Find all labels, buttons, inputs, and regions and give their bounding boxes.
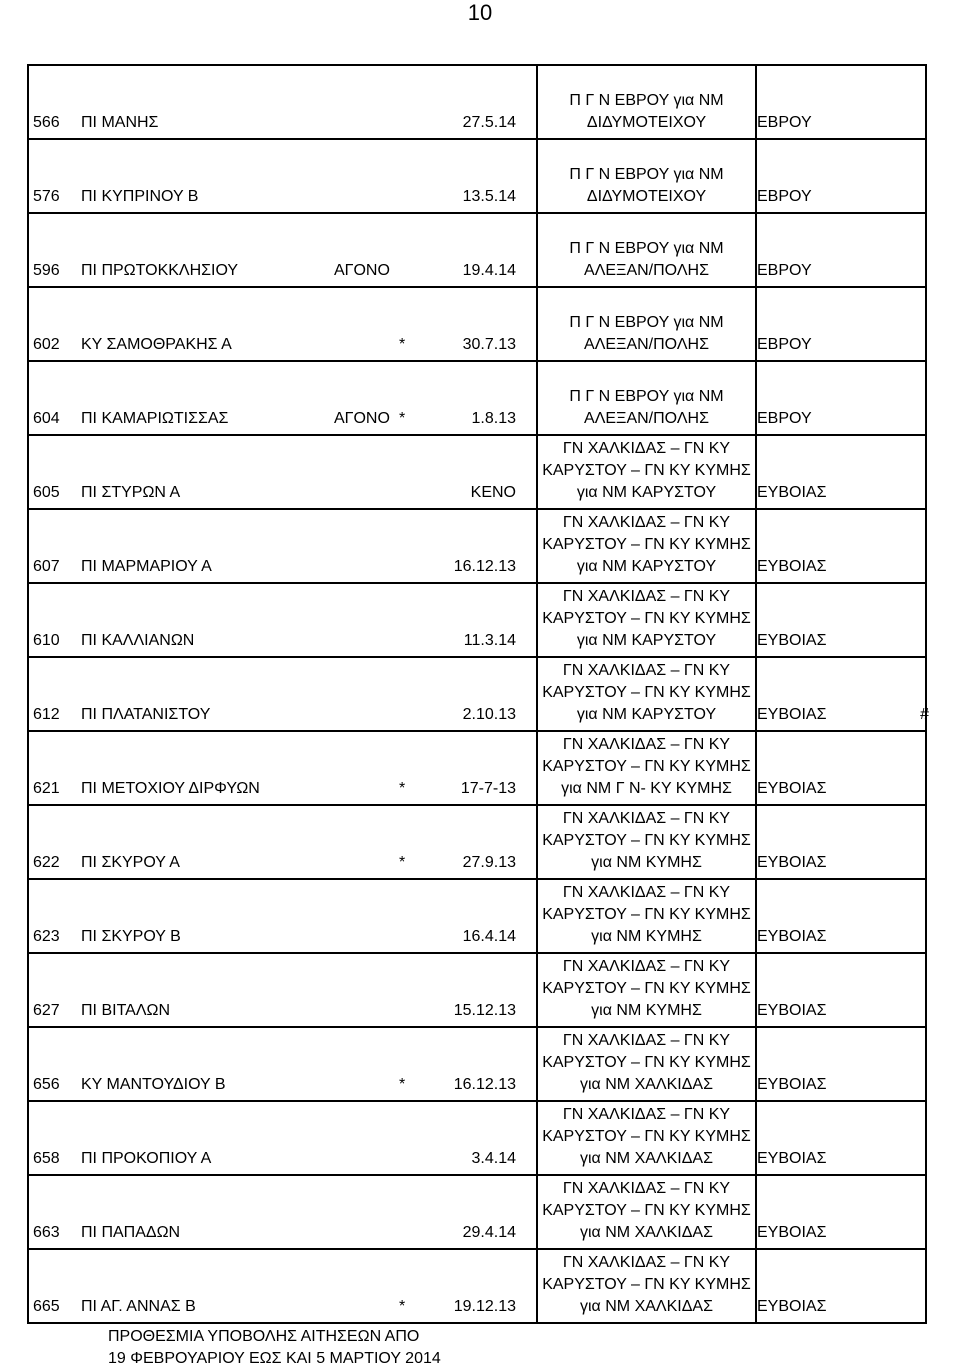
table-row	[28, 65, 926, 139]
position-number: 607	[33, 558, 60, 575]
table-row	[28, 361, 926, 435]
position-cell	[28, 65, 537, 139]
position-cell	[28, 805, 537, 879]
position-name: ΠΙ ΜΑΝΗΣ	[81, 114, 159, 131]
destination-line: ΓΝ ΧΑΛΚΙΔΑΣ – ΓΝ ΚΥ	[562, 884, 731, 901]
position-name: ΚΥ ΜΑΝΤΟΥΔΙΟΥ Β	[81, 1076, 226, 1093]
destination-line: για ΝΜ ΚΑΡΥΣΤΟΥ	[576, 558, 717, 575]
position-number: 604	[33, 410, 60, 427]
position-date: 3.4.14	[471, 1150, 516, 1167]
position-number: 576	[33, 188, 60, 205]
position-name: ΠΙ ΑΓ. ΑΝΝΑΣ Β	[81, 1298, 196, 1315]
position-date: 29.4.14	[462, 1224, 516, 1241]
destination-line: για ΝΜ ΚΥΜΗΣ	[591, 928, 702, 945]
region-name: ΕΥΒΟΙΑΣ	[757, 706, 827, 723]
positions-table-body	[28, 65, 929, 1323]
destination-line: για ΝΜ Γ Ν- ΚΥ ΚΥΜΗΣ	[561, 780, 732, 797]
destination-line: ΓΝ ΧΑΛΚΙΔΑΣ – ΓΝ ΚΥ	[562, 1254, 731, 1271]
position-name: ΠΙ ΠΑΠΑΔΩΝ	[81, 1224, 181, 1241]
position-date: 19.4.14	[462, 262, 516, 279]
row-mark: #	[920, 706, 929, 723]
region-cell	[756, 435, 926, 509]
destination-cell	[537, 435, 756, 509]
position-number: 566	[33, 114, 60, 131]
position-status: ΑΓΟΝΟ	[334, 410, 390, 427]
destination-cell	[537, 953, 756, 1027]
position-name: ΠΙ ΠΛΑΤΑΝΙΣΤΟΥ	[81, 706, 211, 723]
destination-line: ΓΝ ΧΑΛΚΙΔΑΣ – ΓΝ ΚΥ	[562, 1180, 731, 1197]
position-cell	[28, 731, 537, 805]
region-cell	[756, 1027, 926, 1101]
position-number: 665	[33, 1298, 60, 1315]
position-name: ΠΙ ΣΚΥΡΟΥ Β	[81, 928, 181, 945]
position-cell	[28, 509, 537, 583]
destination-line: ΓΝ ΧΑΛΚΙΔΑΣ – ΓΝ ΚΥ	[562, 810, 731, 827]
region-cell	[756, 657, 929, 731]
destination-line: ΚΑΡΥΣΤΟΥ – ΓΝ ΚΥ ΚΥΜΗΣ	[542, 906, 751, 923]
position-number: 602	[33, 336, 60, 353]
destination-line: ΔΙΔΥΜΟΤΕΙΧΟΥ	[586, 114, 707, 131]
position-star-marker: *	[399, 780, 406, 797]
position-number: 612	[33, 706, 60, 723]
table-row	[28, 1101, 926, 1175]
position-name: ΠΙ ΜΑΡΜΑΡΙΟΥ Α	[81, 558, 212, 575]
position-date: 27.9.13	[462, 854, 516, 871]
page-number: 10	[467, 0, 493, 25]
destination-cell	[537, 509, 756, 583]
position-date: 16.12.13	[453, 1076, 516, 1093]
destination-line: για ΝΜ ΚΥΜΗΣ	[591, 1002, 702, 1019]
position-number: 623	[33, 928, 60, 945]
position-number: 658	[33, 1150, 60, 1167]
region-cell	[756, 139, 926, 213]
destination-cell	[537, 1027, 756, 1101]
position-date: 19.12.13	[453, 1298, 516, 1315]
region-cell	[756, 509, 926, 583]
region-name: ΕΥΒΟΙΑΣ	[757, 928, 827, 945]
position-cell	[28, 287, 537, 361]
region-name: ΕΒΡΟΥ	[757, 410, 812, 427]
destination-line: Π Γ Ν ΕΒΡΟΥ για ΝΜ	[569, 166, 724, 183]
table-row	[28, 509, 926, 583]
position-cell	[28, 361, 537, 435]
destination-line: ΚΑΡΥΣΤΟΥ – ΓΝ ΚΥ ΚΥΜΗΣ	[542, 758, 751, 775]
position-date: 16.4.14	[462, 928, 516, 945]
destination-line: ΓΝ ΧΑΛΚΙΔΑΣ – ΓΝ ΚΥ	[562, 1032, 731, 1049]
position-number: 621	[33, 780, 60, 797]
region-name: ΕΒΡΟΥ	[757, 188, 812, 205]
position-cell	[28, 953, 537, 1027]
table-row	[28, 287, 926, 361]
position-date: 2.10.13	[462, 706, 516, 723]
position-name: ΠΙ ΠΡΟΚΟΠΙΟΥ Α	[81, 1150, 212, 1167]
position-date: 16.12.13	[453, 558, 516, 575]
destination-line: ΓΝ ΧΑΛΚΙΔΑΣ – ΓΝ ΚΥ	[562, 514, 731, 531]
region-name: ΕΥΒΟΙΑΣ	[757, 854, 827, 871]
position-name: ΠΙ ΠΡΩΤΟΚΚΛΗΣΙΟΥ	[81, 262, 239, 279]
region-cell	[756, 1249, 926, 1323]
destination-cell	[537, 1249, 756, 1323]
position-name: ΠΙ ΚΥΠΡΙΝΟΥ Β	[81, 188, 199, 205]
region-name: ΕΥΒΟΙΑΣ	[757, 1076, 827, 1093]
destination-line: Π Γ Ν ΕΒΡΟΥ για ΝΜ	[569, 92, 724, 109]
region-cell	[756, 213, 926, 287]
destination-line: Π Γ Ν ΕΒΡΟΥ για ΝΜ	[569, 388, 724, 405]
position-cell	[28, 657, 537, 731]
destination-line: ΑΛΕΞΑΝ/ΠΟΛΗΣ	[584, 336, 709, 353]
position-date: 11.3.14	[463, 632, 516, 649]
destination-line: ΚΑΡΥΣΤΟΥ – ΓΝ ΚΥ ΚΥΜΗΣ	[542, 1276, 751, 1293]
table-row	[28, 953, 926, 1027]
position-number: 663	[33, 1224, 60, 1241]
table-row	[28, 583, 926, 657]
position-name: ΚΥ ΣΑΜΟΘΡΑΚΗΣ Α	[81, 336, 232, 353]
position-date: 30.7.13	[462, 336, 516, 353]
position-date: 15.12.13	[453, 1002, 516, 1019]
position-cell	[28, 435, 537, 509]
destination-cell	[537, 139, 756, 213]
position-star-marker: *	[399, 1076, 406, 1093]
position-cell	[28, 1101, 537, 1175]
destination-line: ΔΙΔΥΜΟΤΕΙΧΟΥ	[586, 188, 707, 205]
table-row	[28, 657, 926, 731]
destination-line: ΓΝ ΧΑΛΚΙΔΑΣ – ΓΝ ΚΥ	[562, 958, 731, 975]
destination-line: ΚΑΡΥΣΤΟΥ – ΓΝ ΚΥ ΚΥΜΗΣ	[542, 610, 751, 627]
position-number: 610	[33, 632, 60, 649]
destination-line: ΓΝ ΧΑΛΚΙΔΑΣ – ΓΝ ΚΥ	[562, 440, 731, 457]
position-number: 622	[33, 854, 60, 871]
table-row	[28, 731, 926, 805]
region-name: ΕΥΒΟΙΑΣ	[757, 484, 827, 501]
position-date: 17-7-13	[460, 780, 516, 797]
region-cell	[756, 361, 926, 435]
region-cell	[756, 583, 926, 657]
region-name: ΕΥΒΟΙΑΣ	[757, 632, 827, 649]
destination-line: ΓΝ ΧΑΛΚΙΔΑΣ – ΓΝ ΚΥ	[562, 662, 731, 679]
position-date: ΚΕΝΟ	[470, 484, 516, 501]
position-cell	[28, 1249, 537, 1323]
position-name: ΠΙ ΒΙΤΑΛΩΝ	[81, 1002, 171, 1019]
region-cell	[756, 65, 926, 139]
destination-line: ΚΑΡΥΣΤΟΥ – ΓΝ ΚΥ ΚΥΜΗΣ	[542, 1054, 751, 1071]
position-date: 27.5.14	[462, 114, 516, 131]
region-name: ΕΒΡΟΥ	[757, 262, 812, 279]
position-star-marker: *	[399, 854, 406, 871]
destination-line: ΚΑΡΥΣΤΟΥ – ΓΝ ΚΥ ΚΥΜΗΣ	[542, 832, 751, 849]
region-cell	[756, 731, 926, 805]
destination-cell	[537, 657, 756, 731]
region-name: ΕΥΒΟΙΑΣ	[757, 1298, 827, 1315]
position-star-marker: *	[399, 1298, 406, 1315]
position-cell	[28, 1175, 537, 1249]
destination-cell	[537, 879, 756, 953]
destination-line: για ΝΜ ΚΑΡΥΣΤΟΥ	[576, 632, 717, 649]
destination-cell	[537, 805, 756, 879]
destination-line: ΑΛΕΞΑΝ/ΠΟΛΗΣ	[584, 262, 709, 279]
position-cell	[28, 213, 537, 287]
destination-line: ΚΑΡΥΣΤΟΥ – ΓΝ ΚΥ ΚΥΜΗΣ	[542, 980, 751, 997]
position-name: ΠΙ ΣΚΥΡΟΥ Α	[81, 854, 180, 871]
deadline-note	[108, 1326, 441, 1370]
destination-line: ΚΑΡΥΣΤΟΥ – ΓΝ ΚΥ ΚΥΜΗΣ	[542, 1202, 751, 1219]
destination-cell	[537, 731, 756, 805]
destination-cell	[537, 1175, 756, 1249]
destination-cell	[537, 65, 756, 139]
position-star-marker: *	[399, 410, 406, 427]
destination-cell	[537, 1101, 756, 1175]
position-number: 627	[33, 1002, 60, 1019]
destination-line: για ΝΜ ΚΑΡΥΣΤΟΥ	[576, 706, 717, 723]
destination-line: για ΝΜ ΧΑΛΚΙΔΑΣ	[580, 1224, 713, 1241]
position-name: ΠΙ ΜΕΤΟΧΙΟΥ ΔΙΡΦΥΩΝ	[81, 780, 260, 797]
region-name: ΕΥΒΟΙΑΣ	[757, 780, 827, 797]
deadline-line-2: 19 ΦΕΒΡΟΥΑΡΙΟΥ ΕΩΣ ΚΑΙ 5 ΜΑΡΤΙΟΥ 2014	[108, 1350, 441, 1367]
position-star-marker: *	[399, 336, 406, 353]
position-name: ΠΙ ΚΑΜΑΡΙΩΤΙΣΣΑΣ	[81, 410, 229, 427]
destination-line: για ΝΜ ΚΑΡΥΣΤΟΥ	[576, 484, 717, 501]
destination-line: ΚΑΡΥΣΤΟΥ – ΓΝ ΚΥ ΚΥΜΗΣ	[542, 462, 751, 479]
region-name: ΕΥΒΟΙΑΣ	[757, 1224, 827, 1241]
region-cell	[756, 1101, 926, 1175]
region-name: ΕΥΒΟΙΑΣ	[757, 1150, 827, 1167]
region-name: ΕΒΡΟΥ	[757, 336, 812, 353]
table-row	[28, 1175, 926, 1249]
position-number: 596	[33, 262, 60, 279]
position-date: 13.5.14	[462, 188, 516, 205]
region-name: ΕΥΒΟΙΑΣ	[757, 558, 827, 575]
position-number: 656	[33, 1076, 60, 1093]
destination-line: για ΝΜ ΚΥΜΗΣ	[591, 854, 702, 871]
destination-line: Π Γ Ν ΕΒΡΟΥ για ΝΜ	[569, 314, 724, 331]
region-name: ΕΒΡΟΥ	[757, 114, 812, 131]
region-cell	[756, 805, 926, 879]
region-cell	[756, 287, 926, 361]
table-row	[28, 879, 926, 953]
destination-line: ΓΝ ΧΑΛΚΙΔΑΣ – ΓΝ ΚΥ	[562, 588, 731, 605]
table-row	[28, 435, 926, 509]
destination-line: για ΝΜ ΧΑΛΚΙΔΑΣ	[580, 1076, 713, 1093]
destination-line: για ΝΜ ΧΑΛΚΙΔΑΣ	[580, 1298, 713, 1315]
table-row	[28, 139, 926, 213]
destination-line: ΑΛΕΞΑΝ/ΠΟΛΗΣ	[584, 410, 709, 427]
region-cell	[756, 879, 926, 953]
destination-line: Π Γ Ν ΕΒΡΟΥ για ΝΜ	[569, 240, 724, 257]
position-status: ΑΓΟΝΟ	[334, 262, 390, 279]
position-name: ΠΙ ΚΑΛΛΙΑΝΩΝ	[81, 632, 195, 649]
destination-line: ΚΑΡΥΣΤΟΥ – ΓΝ ΚΥ ΚΥΜΗΣ	[542, 536, 751, 553]
deadline-line-1: ΠΡΟΘΕΣΜΙΑ ΥΠΟΒΟΛΗΣ ΑΙΤΗΣΕΩΝ ΑΠΟ	[108, 1328, 420, 1345]
position-cell	[28, 1027, 537, 1101]
destination-cell	[537, 287, 756, 361]
destination-line: ΚΑΡΥΣΤΟΥ – ΓΝ ΚΥ ΚΥΜΗΣ	[542, 1128, 751, 1145]
position-date: 1.8.13	[471, 410, 516, 427]
table-row	[28, 1027, 926, 1101]
destination-line: ΓΝ ΧΑΛΚΙΔΑΣ – ΓΝ ΚΥ	[562, 1106, 731, 1123]
position-name: ΠΙ ΣΤΥΡΩΝ Α	[81, 484, 181, 501]
table-row	[28, 213, 926, 287]
region-cell	[756, 1175, 926, 1249]
table-row	[28, 805, 926, 879]
destination-cell	[537, 213, 756, 287]
position-cell	[28, 879, 537, 953]
positions-table	[27, 64, 927, 1324]
destination-line: για ΝΜ ΧΑΛΚΙΔΑΣ	[580, 1150, 713, 1167]
position-number: 605	[33, 484, 60, 501]
table-row	[28, 1249, 926, 1323]
region-name: ΕΥΒΟΙΑΣ	[757, 1002, 827, 1019]
position-cell	[28, 583, 537, 657]
destination-cell	[537, 361, 756, 435]
destination-cell	[537, 583, 756, 657]
destination-line: ΓΝ ΧΑΛΚΙΔΑΣ – ΓΝ ΚΥ	[562, 736, 731, 753]
region-cell	[756, 953, 926, 1027]
position-cell	[28, 139, 537, 213]
destination-line: ΚΑΡΥΣΤΟΥ – ΓΝ ΚΥ ΚΥΜΗΣ	[542, 684, 751, 701]
